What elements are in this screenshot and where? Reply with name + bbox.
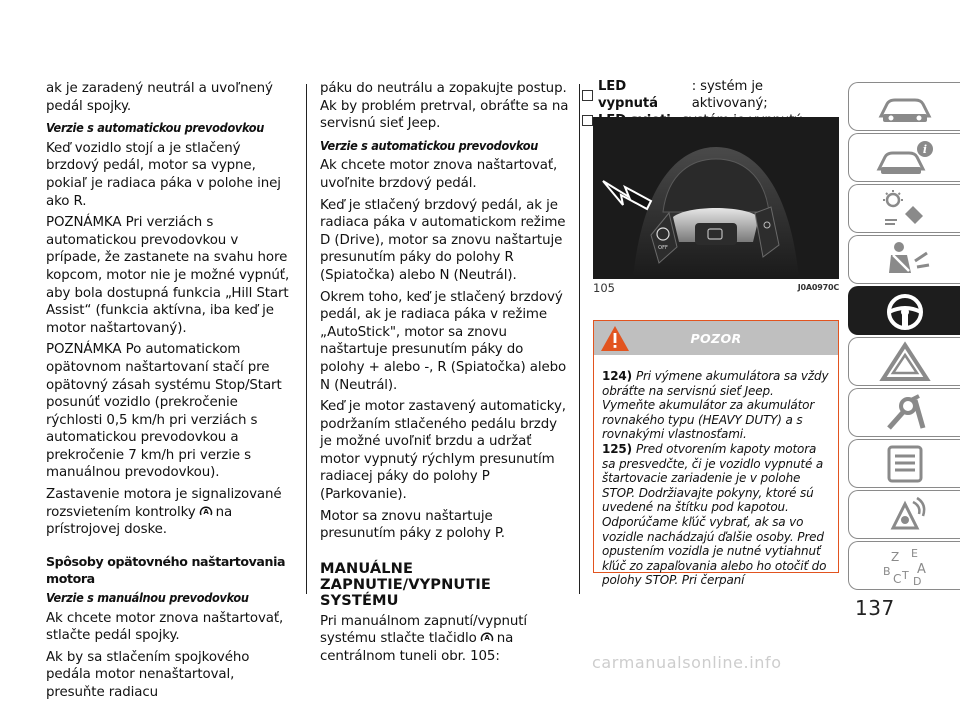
center-console-illustration xyxy=(593,117,839,279)
subheading: Verzie s automatickou prevodovkou xyxy=(46,120,265,136)
paragraph: Ak chcete motor znova naštartovať, uvoľnite brzdový pedál. xyxy=(320,158,558,191)
index-letter: Z xyxy=(890,549,899,564)
warning-item: 125) Pred otvorením kapoty motora sa presvedčte, či je vozidlo vypnuté a štartovacie zariadenie je v polohe STOP. Dodržiavajte pokyny, ktoré sú uvedené na štítku pod kapotou. Odporúčame kľúč vybrať, ak sa vo vozidle nachádzajú ďalšie osoby. Pred opustením vozidla je nutné vytiahnuť kľúč zo zapaľovania alebo ho otočiť do polohy STOP. Pri čerpaní xyxy=(602,441,827,588)
text-column-left xyxy=(46,80,292,702)
legend-led-off: LED vypnutá : systém je aktivovaný; xyxy=(580,78,840,112)
svg-text:A: A xyxy=(484,634,490,643)
multimedia-icon xyxy=(875,494,935,536)
index-letter: C xyxy=(892,571,901,586)
paragraph: Ak chcete motor znova naštartovať, stlačte pedál spojky. xyxy=(46,610,284,644)
warning-body xyxy=(594,355,838,588)
warning-item: 124) Pri výmene akumulátora sa vždy obráťte na servisnú sieť Jeep. Vymeňte akumulátor za akumulátor rovnakého typu (HEAVY DUTY) a s rovnakými vlastnosťami. xyxy=(602,369,829,442)
tab-index[interactable] xyxy=(848,541,960,590)
note-paragraph: POZNÁMKA Pri verziách s automatickou prevodovkou v prípade, že zastanete na svahu hore kopcom, motor nie je možné vypnúť, aby bola dostupná funkcia „Hill Start Assist“ (funkcia aktívna, iba keď je motor naštartovaný). xyxy=(46,215,290,336)
paragraph: Motor sa znovu naštartuje presunutím páky z polohy P. xyxy=(320,508,505,542)
column-divider xyxy=(306,84,307,594)
index-letter: B xyxy=(882,564,891,578)
tab-starting-driving[interactable] xyxy=(848,286,960,335)
wrench-maintenance-icon xyxy=(875,392,935,434)
paragraph: Keď vozidlo stojí a je stlačený brzdový pedál, motor sa vypne, pokiaľ je radiaca páka v polohe inej ako R. xyxy=(46,140,281,209)
index-letter: T xyxy=(901,568,909,582)
tab-car-info[interactable] xyxy=(848,133,960,182)
auto-stop-warning-light-icon xyxy=(199,504,213,518)
center-tunnel-photo xyxy=(593,117,839,279)
paragraph: Ak by sa stlačením spojkového pedála motor nenaštartoval, presuňte radiacu xyxy=(46,649,250,700)
paragraph: Okrem toho, keď je stlačený brzdový pedál, ak je radiaca páka v režime „AutoStick", motor sa znovu naštartuje presunutím páky do polohy + alebo -, R (Spiatočka) alebo N (Neutrál). xyxy=(320,289,567,393)
index-letter: E xyxy=(910,546,918,560)
tab-maintenance[interactable] xyxy=(848,388,960,437)
warning-header xyxy=(594,321,838,355)
dashboard-car-icon xyxy=(875,86,935,128)
seatbelt-safety-icon xyxy=(875,239,935,281)
photo-button-label: OFF xyxy=(658,245,668,251)
paragraph: Keď je motor zastavený automaticky, podržaním stlačeného pedálu brzdy je možné uvoľniť brzdu a udržať motor vypnutý rýchlym presunutím radiacej páky do polohy P (Parkovanie). xyxy=(320,399,566,503)
section-heading: MANUÁLNE ZAPNUTIE/VYPNUTIE SYSTÉMU xyxy=(320,559,491,609)
car-info-icon xyxy=(875,137,935,179)
tab-technical-data[interactable] xyxy=(848,439,960,488)
watermark: carmanualsonline.info xyxy=(592,653,782,672)
paragraph: Zastavenie motora je signalizované rozsvietením kontrolky A na prístrojovej doske. xyxy=(46,487,282,538)
technical-data-icon xyxy=(875,443,935,485)
svg-text:A: A xyxy=(202,507,209,516)
tab-warning-lights[interactable] xyxy=(848,184,960,233)
index-letters-icon xyxy=(875,545,935,587)
note-paragraph: POZNÁMKA Po automatickom opätovnom naštartovaní stačí pre opätovný zásah systému Stop/Start posunúť vozidlo (prekročenie rýchlosti 0,5 km/h pri verziách s automatickou prevodovkou a prekročenie 7 km/h pri verzie s manuálnou prevodovkou). xyxy=(46,342,282,481)
page-number: 137 xyxy=(855,596,895,620)
checkbox-bullet-icon xyxy=(582,115,593,126)
checkbox-bullet-icon xyxy=(582,90,593,101)
paragraph: páku do neutrálu a zopakujte postup. Ak by problém pretrval, obráťte sa na servisnú sieť Jeep. xyxy=(320,81,569,132)
tab-safety[interactable] xyxy=(848,235,960,284)
tab-emergency[interactable] xyxy=(848,337,960,386)
figure-code: J0A0970C xyxy=(797,283,839,292)
figure-number: 105 xyxy=(593,281,615,295)
section-heading: Spôsoby opätovného naštartovania motora xyxy=(46,553,286,587)
warning-box xyxy=(593,320,839,588)
column-divider xyxy=(579,84,580,594)
paragraph: Keď je stlačený brzdový pedál, ak je radiaca páka v automatickom režime D (Drive), motor sa znovu naštartuje presunutím páky do polohy R (Spiatočka) alebo N (Neutrál). xyxy=(320,197,566,283)
tab-dashboard[interactable] xyxy=(848,82,960,131)
text-column-middle xyxy=(320,80,570,666)
svg-text:i: i xyxy=(922,142,927,156)
auto-stop-button-icon xyxy=(480,630,494,644)
paragraph: ak je zaradený neutrál a uvoľnený pedál spojky. xyxy=(46,81,273,114)
figure-caption xyxy=(593,281,839,295)
steering-wheel-icon xyxy=(875,290,935,332)
tab-multimedia[interactable] xyxy=(848,490,960,539)
index-letter: D xyxy=(912,574,921,588)
paragraph: Pri manuálnom zapnutí/vypnutí systému stlačte tlačidlo A na centrálnom tuneli obr. 105: xyxy=(320,613,528,665)
subheading: Verzie s manuálnou prevodovkou xyxy=(46,590,249,606)
subheading: Verzie s automatickou prevodovkou xyxy=(320,137,539,153)
emergency-triangle-icon xyxy=(875,341,935,383)
warning-title: POZOR xyxy=(690,331,742,346)
warning-lights-icon xyxy=(875,188,935,230)
index-letter: A xyxy=(916,561,926,577)
